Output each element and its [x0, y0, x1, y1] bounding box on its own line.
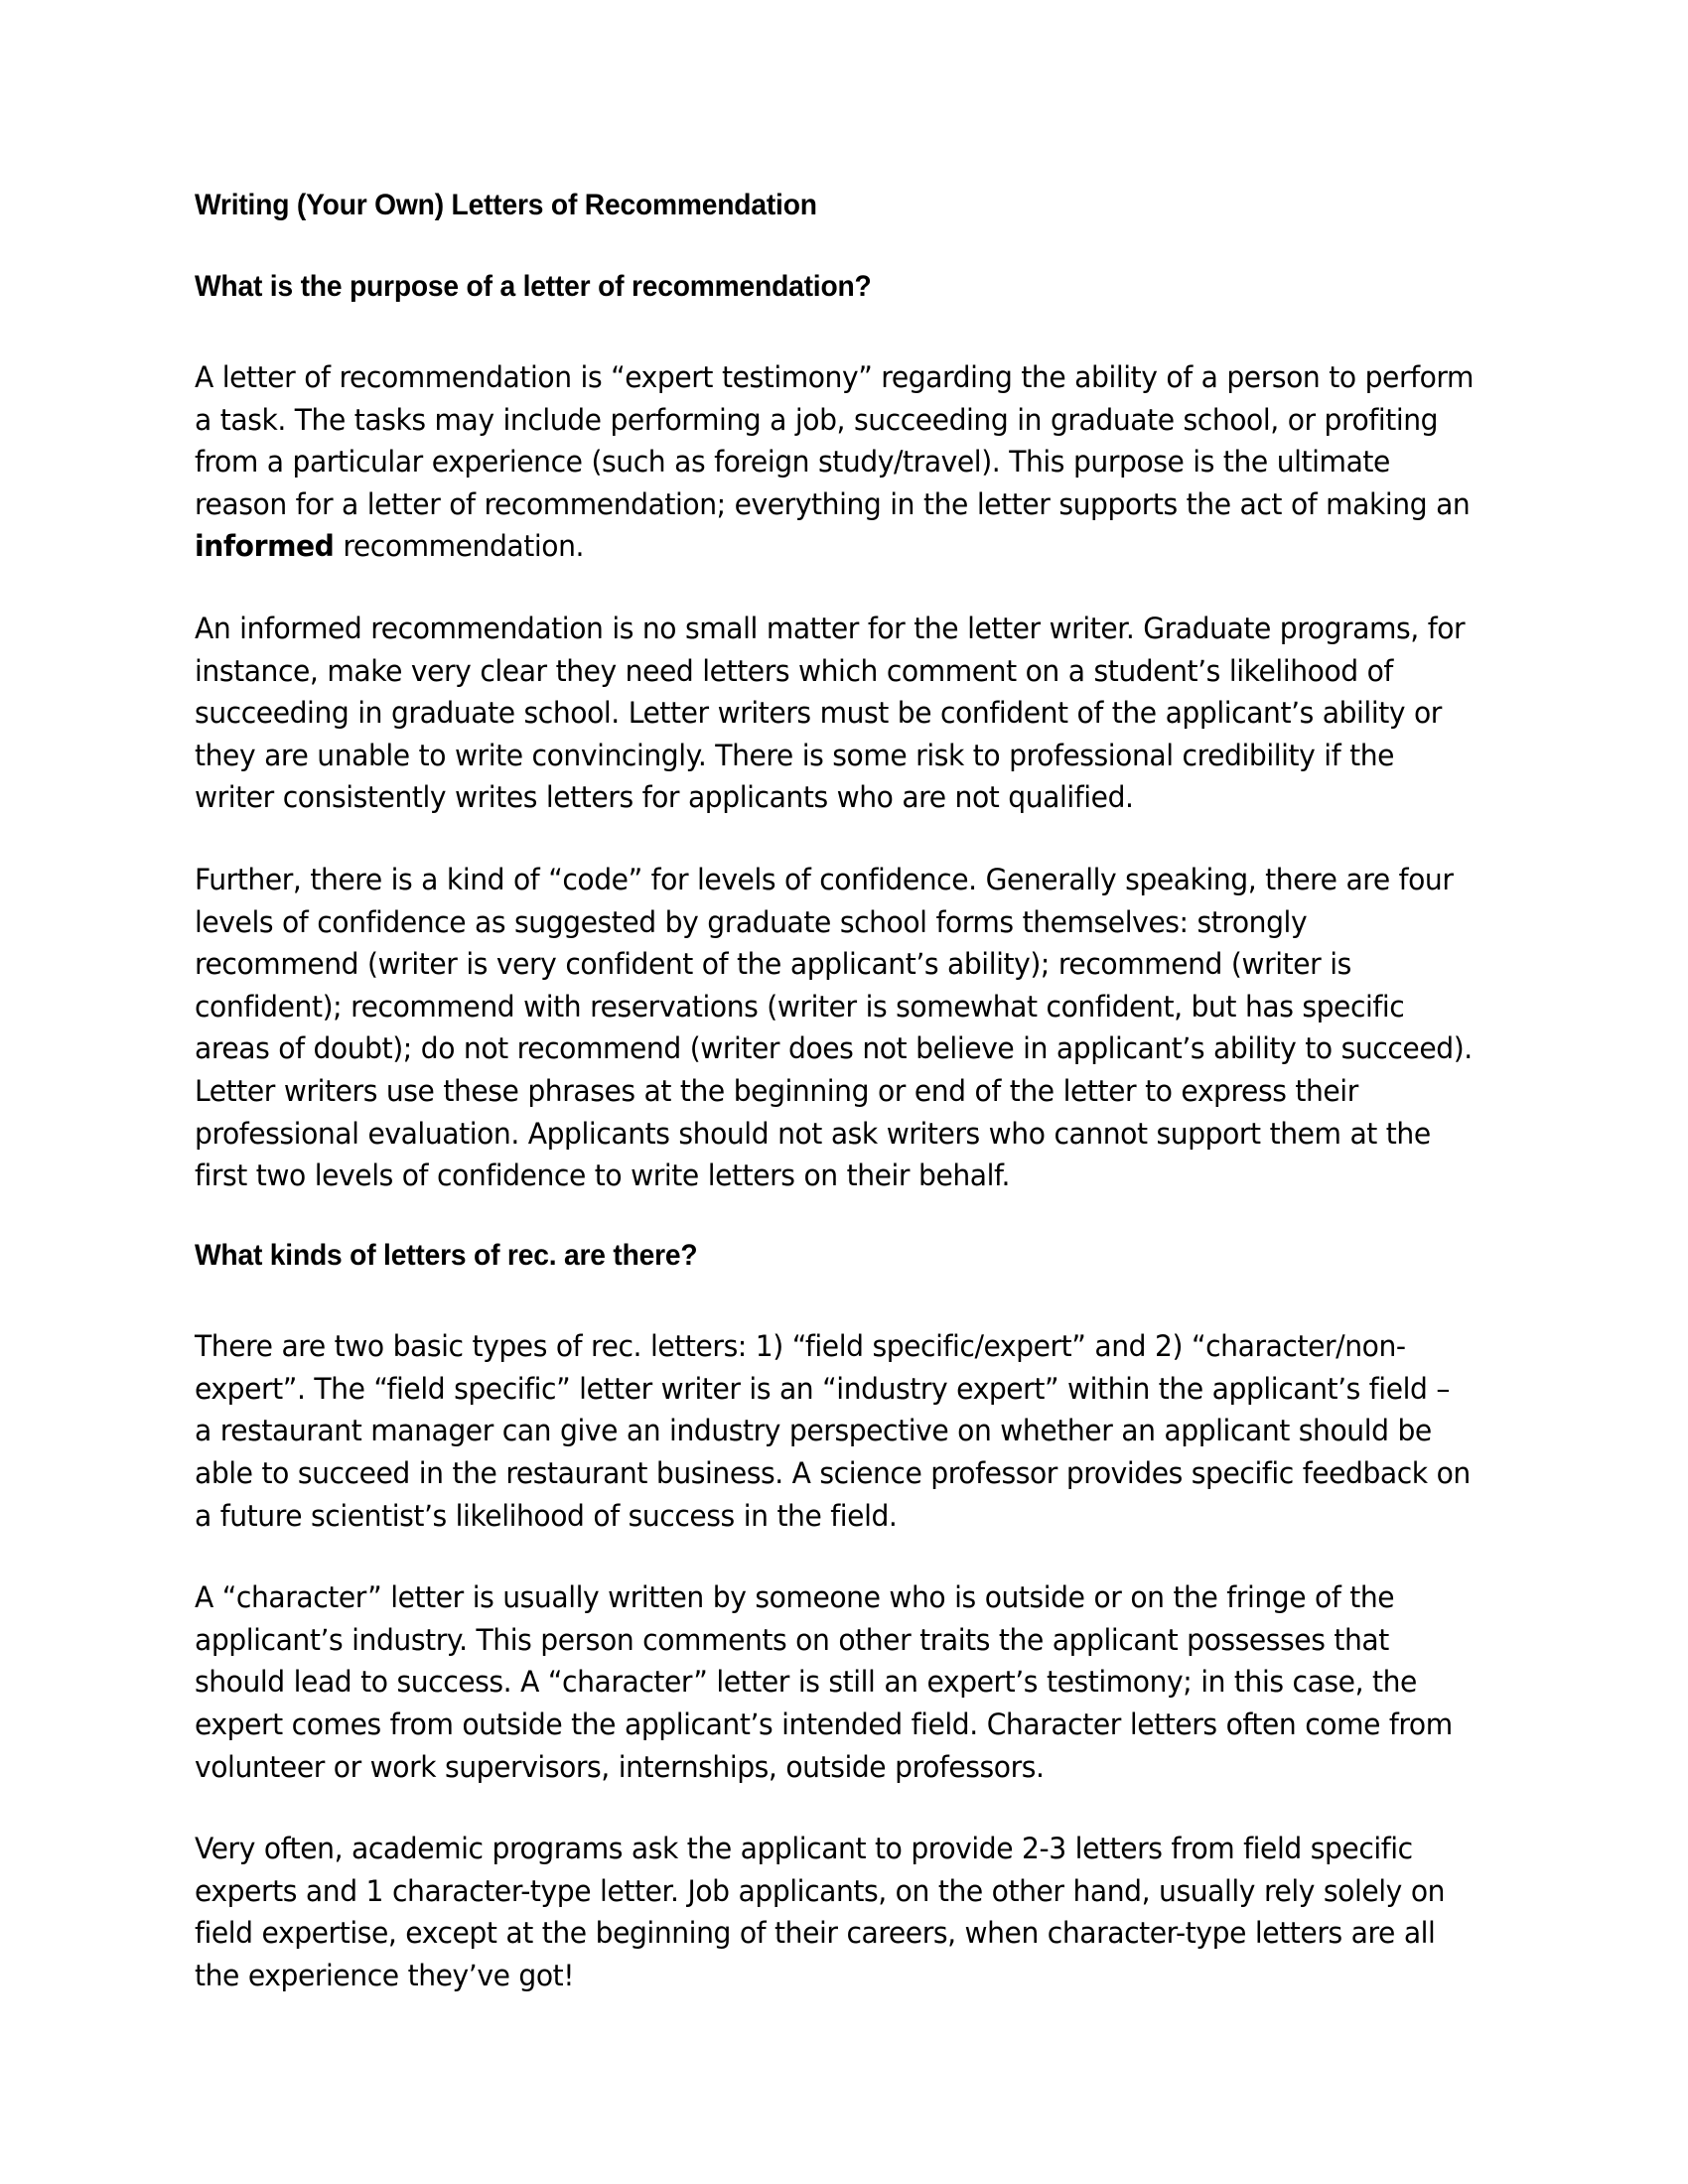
emphasis-informed: informed — [195, 529, 335, 564]
paragraph-two-basic-types: There are two basic types of rec. letters: 1) “field specific/expert” and 2) “character/non-expert”. The “field specific” letter writer is an “industry expert” within the applicant’s field – a restaurant manager can give an industry perspective on whether an applicant should be able to succeed in the restaurant business. A science professor provides specific feedback on a future scientist’s likelihood of success in the field. — [195, 1329, 1471, 1533]
paragraph-character-letter: A “character” letter is usually written by someone who is outside or on the fringe of the applicant’s industry. This person comments on other traits the applicant possesses that should lead to success. A “character” letter is still an expert’s testimony; in this case, the expert comes from outside the applicant’s intended field. Character letters often come from volunteer or work supervisors, internships, outside professors. — [195, 1580, 1453, 1784]
paragraph-text-run: recommendation. — [334, 529, 585, 564]
spacer — [195, 1788, 1476, 1828]
heading-purpose-of-letter: What is the purpose of a letter of recommendation? — [195, 269, 872, 303]
paragraph-text-run: A letter of recommendation is “expert testimony” regarding the ability of a person to perform a task. The tasks may include performing a job, succeeding in graduate school, or profiting from a particular experience (such as foreign study/travel). This purpose is the ultimate reason for a letter of recommendation; everything in the letter supports the act of making an — [195, 360, 1475, 521]
spacer — [195, 568, 1476, 608]
document-body — [195, 187, 1476, 1997]
paragraph-levels-of-confidence: Further, there is a kind of “code” for levels of confidence. Generally speaking, there are four levels of confidence as suggested by graduate school forms themselves: strongly recommend (writer is very confident of the applicant’s ability); recommend (writer is confident); recommend with reservations (writer is somewhat confident, but has specific areas of doubt); do not recommend (writer does not believe in applicant’s ability to succeed). Letter writers use these phrases at the beginning or end of the letter to express their professional evaluation. Applicants should not ask writers who cannot support them at the first two levels of confidence to write letters on their behalf. — [195, 862, 1473, 1193]
heading-kinds-of-letters: What kinds of letters of rec. are there? — [195, 1238, 698, 1272]
spacer — [195, 819, 1476, 859]
spacer — [195, 1197, 1476, 1237]
spacer — [195, 1274, 1476, 1325]
paragraph-purpose-definition — [195, 356, 1475, 568]
spacer — [195, 1537, 1476, 1576]
page-title: Writing (Your Own) Letters of Recommendation — [195, 189, 817, 221]
spacer — [195, 305, 1476, 356]
spacer — [195, 224, 1476, 268]
paragraph-informed-recommendation: An informed recommendation is no small matter for the letter writer. Graduate programs, for instance, make very clear they need letters which comment on a student’s likelihood of succeeding in graduate school. Letter writers must be confident of the applicant’s ability or they are unable to write convincingly. There is some risk to professional credibility if the writer consistently writes letters for applicants who are not qualified. — [195, 611, 1466, 815]
paragraph-academic-program-requirements: Very often, academic programs ask the applicant to provide 2-3 letters from field specific experts and 1 character-type letter. Job applicants, on the other hand, usually rely solely on field expertise, except at the beginning of their careers, when character-type letters are all the experience they’ve got! — [195, 1832, 1446, 1992]
